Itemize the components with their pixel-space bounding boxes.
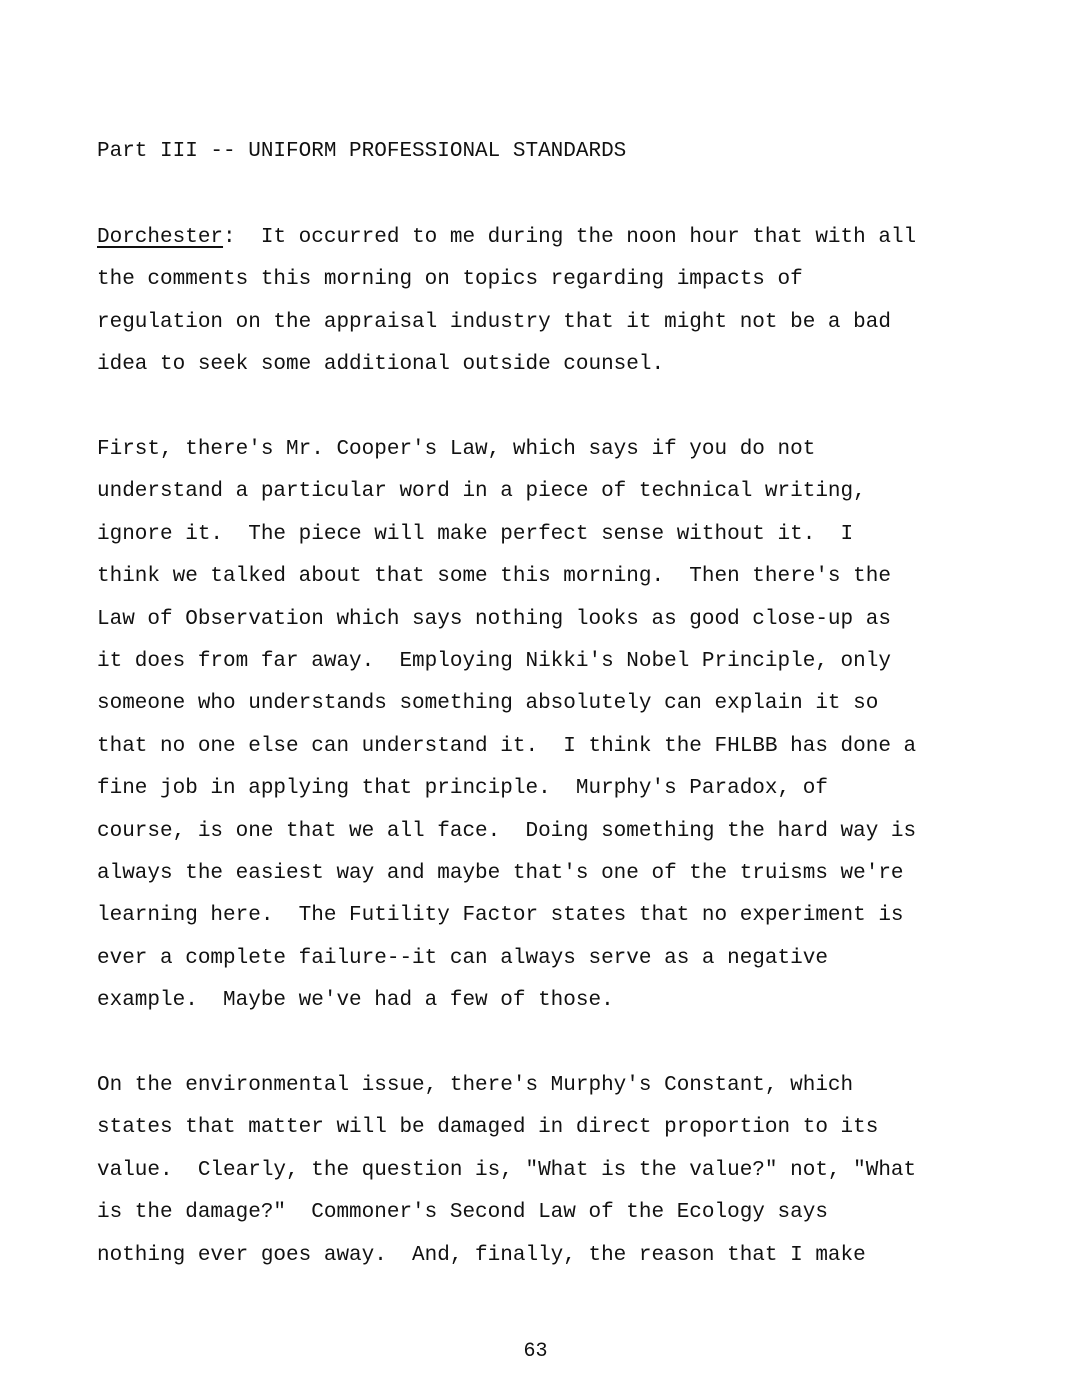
paragraph-line: always the easiest way and maybe that's one of the truisms we're (97, 861, 904, 885)
paragraph-line: understand a particular word in a piece of technical writing, (97, 480, 866, 504)
paragraph-line: regulation on the appraisal industry that it might not be a bad (97, 310, 891, 334)
page-number: 63 (523, 1340, 548, 1363)
paragraph-line: ignore it. The piece will make perfect sense without it. I (97, 522, 854, 546)
paragraph-line: that no one else can understand it. I think the FHLBB has done a (97, 734, 917, 758)
paragraph-line: On the environmental issue, there's Murphy's Constant, which (97, 1074, 854, 1097)
paragraph-line: idea to seek some additional outside counsel. (97, 353, 665, 377)
paragraph-line: nothing ever goes away. And, finally, the reason that I make (97, 1243, 866, 1267)
paragraph-line: think we talked about that some this morning. Then there's the (97, 565, 891, 589)
paragraph-line: learning here. The Futility Factor states that no experiment is (97, 904, 904, 928)
paragraph-line: is the damage?" Commoner's Second Law of the Ecology says (97, 1201, 828, 1225)
paragraph-line: value. Clearly, the question is, "What is the value?" not, "What (97, 1158, 917, 1182)
paragraph-line: ever a complete failure--it can always serve as a negative (97, 946, 828, 970)
paragraph-line: fine job in applying that principle. Murphy's Paradox, of (97, 777, 828, 801)
paragraph-line: course, is one that we all face. Doing something the hard way is (97, 819, 917, 843)
paragraph-line: the comments this morning on topics regarding impacts of (97, 268, 803, 292)
paragraph-line: example. Maybe we've had a few of those. (97, 989, 614, 1013)
paragraph-environmental (97, 1072, 977, 1284)
paragraph-line: someone who understands something absolutely can explain it so (97, 692, 879, 716)
speaker-name: Dorchester (97, 226, 224, 249)
paragraph-line: Law of Observation which says nothing looks as good close-up as (97, 607, 891, 631)
paragraph-line: First, there's Mr. Cooper's Law, which says if you do not (97, 438, 816, 461)
paragraph-laws (97, 436, 977, 1029)
speaker-colon: : (223, 226, 236, 249)
line-text: It occurred to me during the noon hour that with all (235, 226, 917, 249)
paragraph-dorchester-intro (97, 224, 977, 394)
section-heading: Part III -- UNIFORM PROFESSIONAL STANDARDS (97, 140, 627, 163)
paragraph-line: it does from far away. Employing Nikki's Nobel Principle, only (97, 649, 891, 673)
paragraph-line: states that matter will be damaged in direct proportion to its (97, 1116, 879, 1140)
paragraph-line (97, 224, 977, 266)
